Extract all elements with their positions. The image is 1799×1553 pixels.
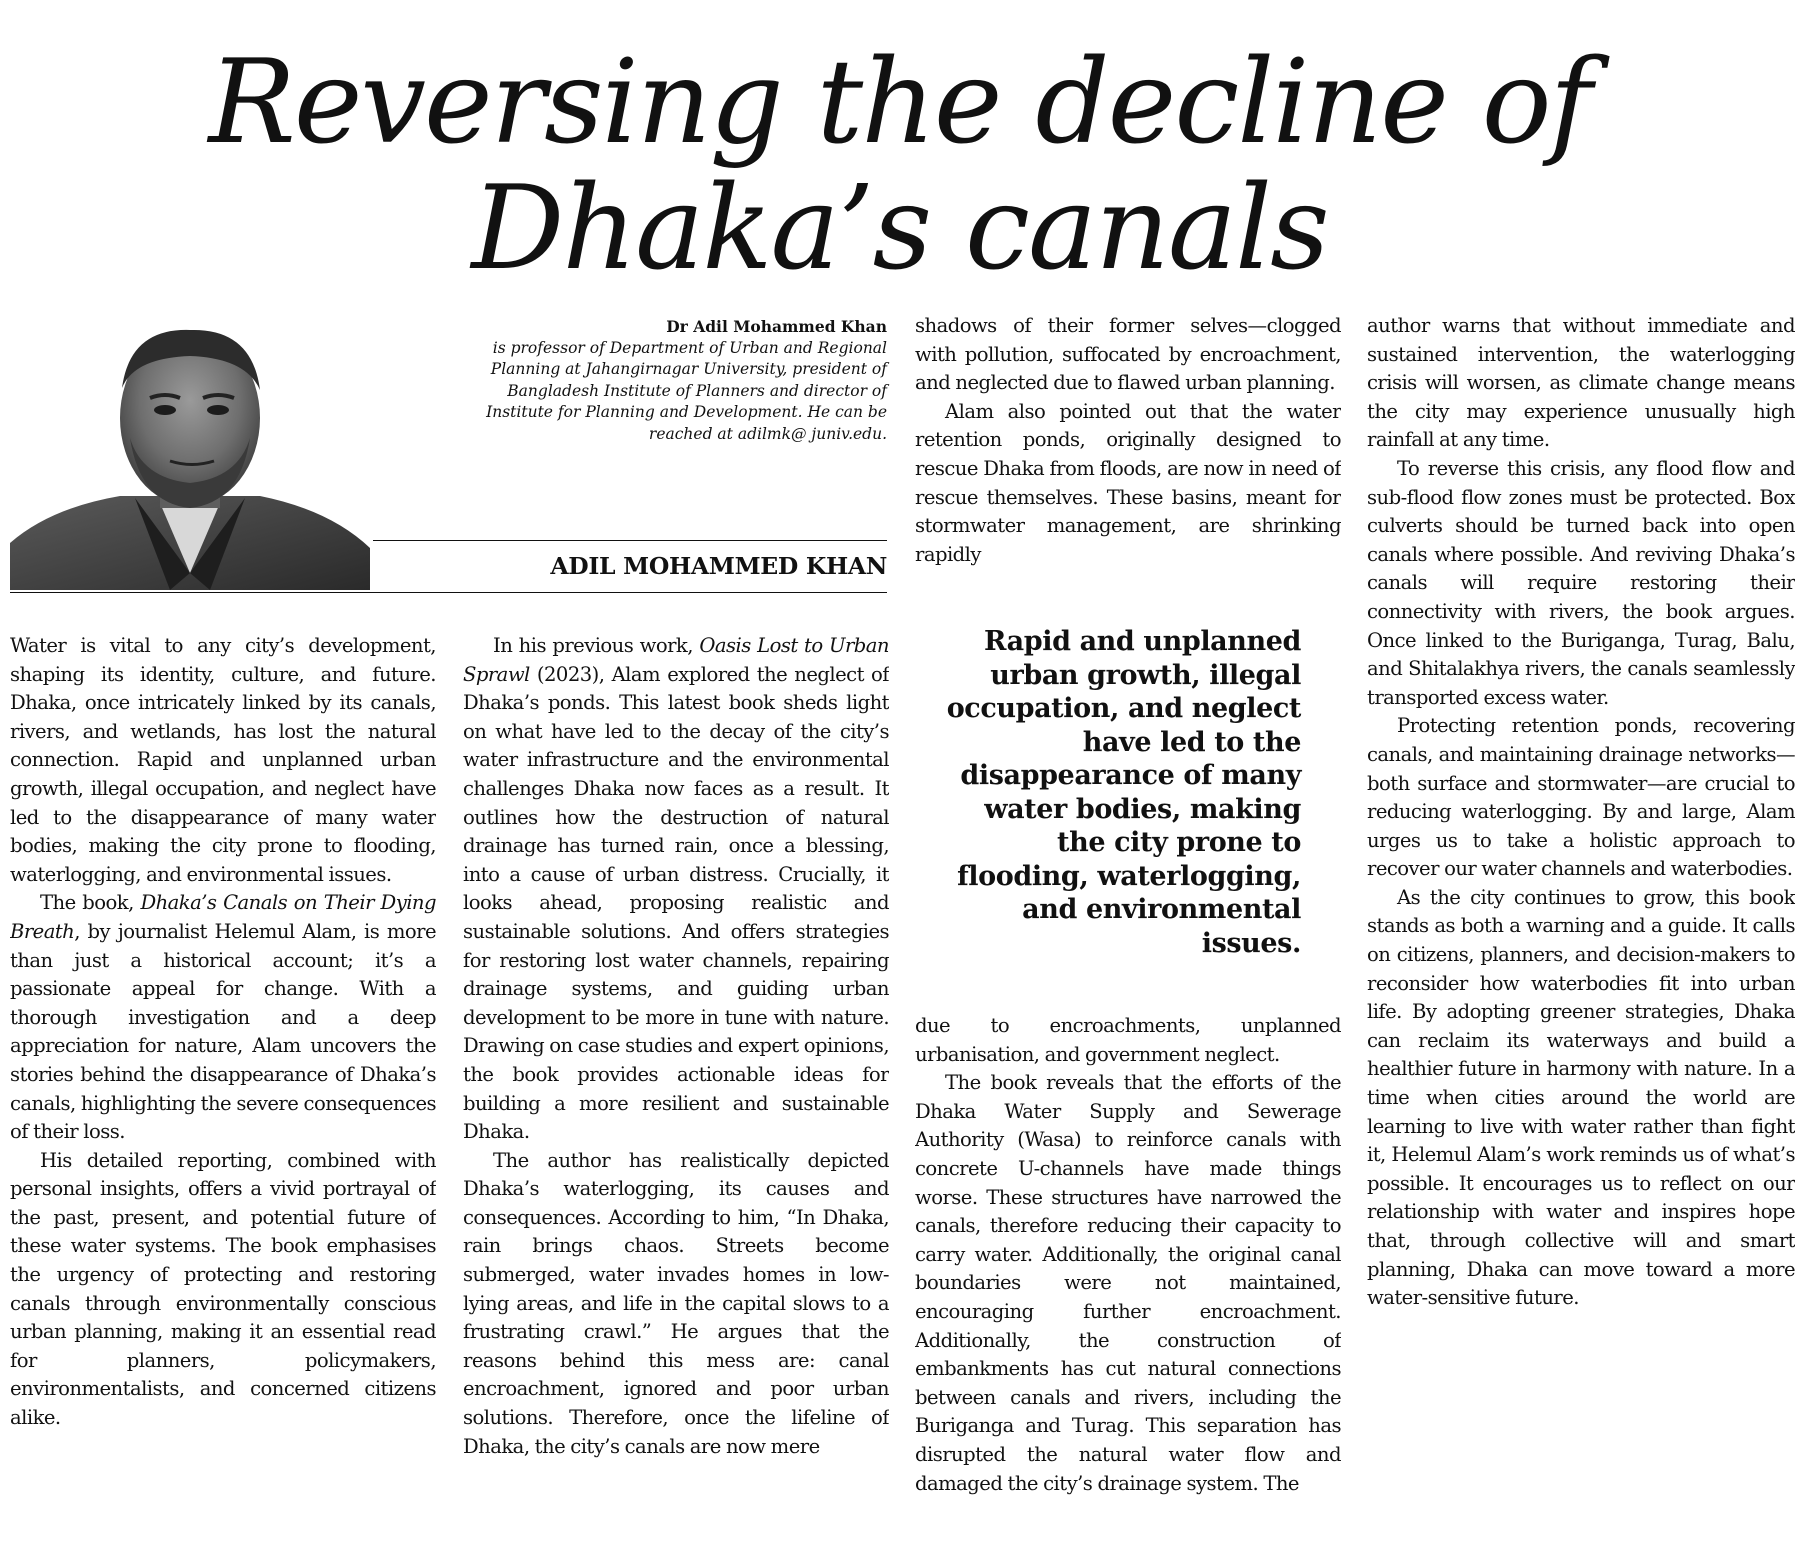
column-3-top bbox=[915, 312, 1341, 602]
author-bio bbox=[455, 316, 887, 445]
bio-author-name: Dr Adil Mohammed Khan bbox=[666, 317, 887, 336]
text-run: In his previous work, bbox=[493, 634, 700, 657]
author-photo bbox=[10, 318, 370, 590]
paragraph bbox=[463, 632, 889, 1147]
paragraph: Protecting retention ponds, recovering canals, and maintaining drainage networks—both surface and stormwater—are crucial to reducing waterlogging. By and large, Alam urges us to take a holistic approach to recover our water channels and waterbodies. bbox=[1367, 714, 1795, 881]
text-run: The book, bbox=[40, 891, 141, 915]
column-1 bbox=[10, 632, 436, 1552]
byline-rule bbox=[373, 540, 887, 541]
text-run: , by journalist Helemul Alam, is more than just a historical account; it’s a passionate appeal for change. With a thorough investigation and a deep appreciation for nature, Alam uncovers the stories behind the disappearance of Dhaka’s canals, highlighting the severe consequences of their loss. bbox=[10, 919, 436, 1144]
paragraph: The author has realistically depicted Dhaka’s waterlogging, its causes and consequences. According to him, “In Dhaka, rain brings chaos. Streets become submerged, water invades homes in low-lying areas, and life in the capital slows to a frustrating crawl.” He argues that the reasons behind this mess are: canal encroachment, ignored and poor urban solutions. Therefore, once the lifeline of Dhaka, the city’s canals are now mere bbox=[463, 1148, 889, 1458]
column-3-bottom bbox=[915, 1012, 1341, 1552]
byline: ADIL MOHAMMED KHAN bbox=[550, 552, 887, 580]
paragraph: author warns that without immediate and sustained intervention, the waterlogging crisis will worsen, as climate change means the city may experience unusually high rainfall at any time. bbox=[1367, 314, 1795, 452]
headline-line-1: Reversing the decline of bbox=[208, 35, 1591, 170]
paragraph bbox=[10, 889, 436, 1146]
paragraph: due to encroachments, unplanned urbanisation, and government neglect. bbox=[915, 1014, 1341, 1066]
paragraph: As the city continues to grow, this book stands as both a warning and a guide. It calls on citizens, planners, and decision-makers to reconsider how waterbodies fit into urban life. By adopting greener strategies, Dhaka can reclaim its waterways and build a healthier future in harmony with nature. In a time when cities around the world are learning to live with water rather than fight it, Helemul Alam’s work reminds us of what’s possible. It encourages us to reflect on our relationship with water and inspires hope that, through collective will and smart planning, Dhaka can move toward a more water-sensitive future. bbox=[1367, 885, 1795, 1310]
paragraph: The book reveals that the efforts of the Dhaka Water Supply and Sewerage Authority (Wasa) to reinforce canals with concrete U-channels have made things worse. These structures have narrowed the canals, therefore reducing their capacity to carry water. Additionally, the original canal boundaries were not maintained, encouraging further encroachment. Additionally, the construction of embankments has cut natural connections between canals and rivers, including the Buriganga and Turag. This separation has disrupted the natural water flow and damaged the city’s drainage system. The bbox=[915, 1071, 1341, 1495]
pull-quote: Rapid and unplanned urban growth, illegal occupation, and neglect have led to the disappearance of many water bodies, making the city prone to flooding, waterlogging, and environmental issues. bbox=[946, 626, 1301, 959]
paragraph: Water is vital to any city’s development, shaping its identity, culture, and future. Dhaka, once intricately linked by its canals, rivers, and wetlands, has lost the natural connection. Rapid and unplanned urban growth, illegal occupation, and neglect have led to the disappearance of many water bodies, making the city prone to flooding, waterlogging, and environmental issues. bbox=[10, 634, 436, 886]
column-2 bbox=[463, 632, 889, 1552]
headline bbox=[0, 35, 1799, 296]
paragraph: His detailed reporting, combined with personal insights, offers a vivid portrayal of the past, present, and potential future of these water systems. The book emphasises the urgency of protecting and restoring canals through environmentally conscious urban planning, making it an essential read for planners, policymakers, environmentalists, and concerned citizens alike. bbox=[10, 1148, 436, 1430]
paragraph: Alam also pointed out that the water retention ponds, originally designed to rescue Dhaka from floods, are now in need of rescue themselves. These basins, meant for stormwater management, are shrinking rapidly bbox=[915, 399, 1341, 566]
book-title: Oasis Lost to Urban Sprawl bbox=[463, 634, 889, 686]
bio-author-description: is professor of Department of Urban and Regional Planning at Jahangirnagar University, president of Bangladesh Institute of Planners and director of Institute for Planning and Development. He can be reached at adilmk@ juniv.edu. bbox=[486, 338, 887, 443]
header-rule bbox=[10, 592, 887, 593]
column-4 bbox=[1367, 312, 1795, 1552]
paragraph: shadows of their former selves—clogged with pollution, suffocated by encroachment, and neglected due to flawed urban planning. bbox=[915, 314, 1341, 395]
headline-line-2: Dhaka’s canals bbox=[471, 161, 1328, 296]
paragraph: To reverse this crisis, any flood flow and sub-flood flow zones must be protected. Box culverts should be turned back into open canals where possible. And reviving Dhaka’s canals will require restoring their connectivity with rivers, the book argues. Once linked to the Buriganga, Turag, Balu, and Shitalakhya rivers, the canals seamlessly transported excess water. bbox=[1367, 456, 1795, 709]
book-title: Dhaka’s Canals on Their Dying Breath bbox=[10, 891, 436, 943]
text-run: (2023), Alam explored the neglect of Dhaka’s ponds. This latest book sheds light on what have led to the decay of the city’s water infrastructure and the environmental challenges Dhaka now faces as a result. It outlines how the destruction of natural drainage has turned rain, once a blessing, into a cause of urban distress. Crucially, it looks ahead, proposing realistic and sustainable solutions. And offers strategies for restoring lost water channels, repairing drainage systems, and guiding urban development to be more in tune with nature. Drawing on case studies and expert opinions, the book provides actionable ideas for building a more resilient and sustainable Dhaka. bbox=[463, 662, 889, 1144]
